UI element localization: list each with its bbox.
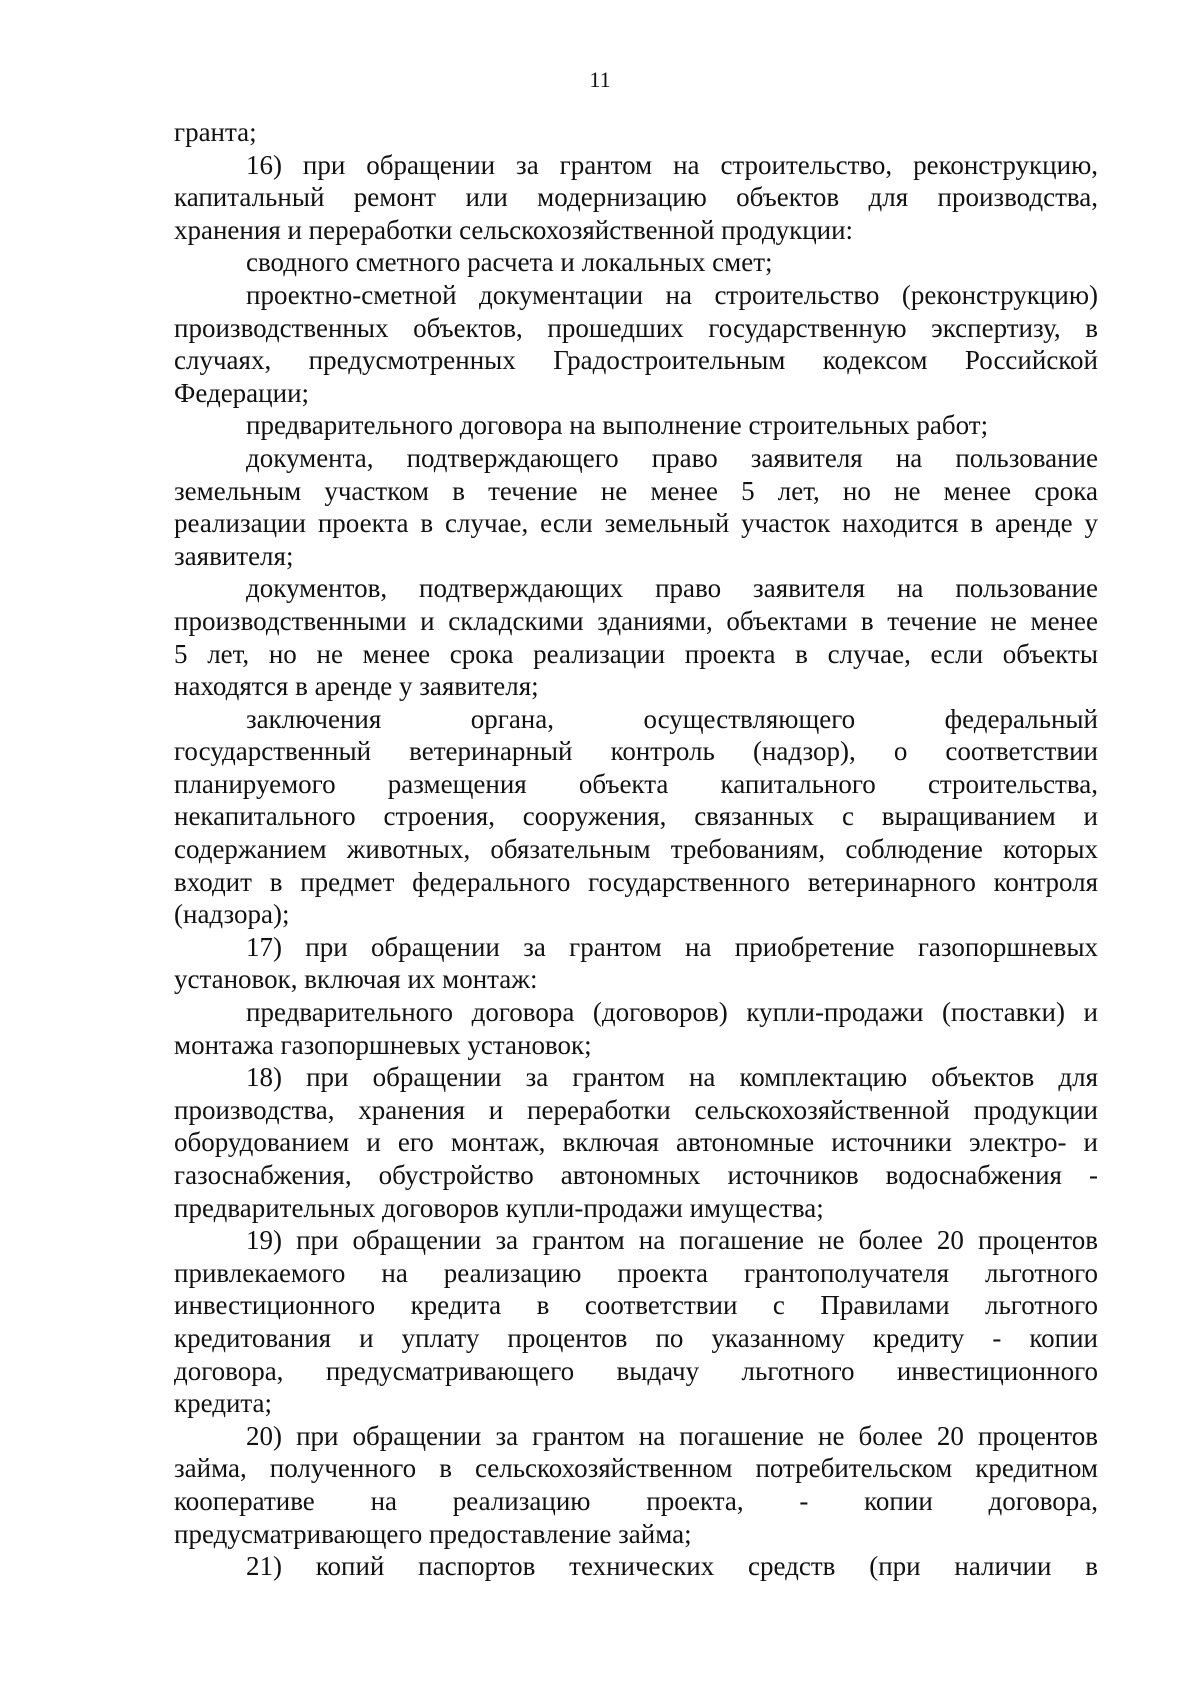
text-line: производства, хранения и переработки сельскохозяйственной продукции (174, 1094, 1098, 1125)
text-line: предварительного договора на выполнение строительных работ; (246, 410, 989, 441)
text-line: оборудованием и его монтаж, включая автономные источники электро- и (174, 1127, 1098, 1158)
text-line: планируемого размещения объекта капитального строительства, (174, 768, 1098, 799)
text-line: (надзора); (174, 899, 290, 930)
text-line: входит в предмет федерального государственного ветеринарного контроля (174, 866, 1098, 897)
text-line: реализации проекта в случае, если земельный участок находится в аренде у (174, 508, 1098, 539)
text-line: документа, подтверждающего право заявителя на пользование (246, 442, 1098, 473)
text-line: заявителя; (174, 540, 294, 571)
text-line: монтажа газопоршневых установок; (174, 1029, 592, 1060)
text-line: некапитального строения, сооружения, связанных с выращиванием и (174, 801, 1098, 832)
text-line: земельным участком в течение не менее 5 лет, но не менее срока (174, 475, 1098, 506)
text-line: хранения и переработки сельскохозяйственной продукции: (174, 214, 854, 245)
text-line: инвестиционного кредита в соответствии с Правилами льготного (174, 1290, 1098, 1321)
text-line: привлекаемого на реализацию проекта грантополучателя льготного (174, 1257, 1098, 1288)
text-line: сводного сметного расчета и локальных смет; (246, 247, 773, 278)
text-line: случаях, предусмотренных Градостроительным кодексом Российской (174, 345, 1098, 376)
text-line: кредитования и уплату процентов по указанному кредиту - копии (174, 1322, 1098, 1353)
text-line: заключения органа, осуществляющего федеральный (246, 703, 1098, 734)
text-line: договора, предусматривающего выдачу льготного инвестиционного (174, 1355, 1098, 1386)
text-line: 20) при обращении за грантом на погашение не более 20 процентов (246, 1420, 1098, 1451)
text-line: государственный ветеринарный контроль (надзор), о соответствии (174, 736, 1098, 767)
text-line: 19) при обращении за грантом на погашение не более 20 процентов (246, 1225, 1098, 1256)
text-line: 16) при обращении за грантом на строительство, реконструкцию, (246, 149, 1098, 180)
text-line: предусматривающего предоставление займа; (174, 1518, 692, 1549)
text-line: займа, полученного в сельскохозяйственном потребительском кредитном (174, 1453, 1098, 1484)
text-line: 5 лет, но не менее срока реализации проекта в случае, если объекты (174, 638, 1098, 669)
text-line: кредита; (174, 1388, 273, 1419)
text-line: предварительных договоров купли-продажи имущества; (174, 1192, 824, 1223)
text-line: 21) копий паспортов технических средств (при наличии в (246, 1551, 1098, 1582)
text-line: гранта; (174, 117, 257, 147)
text-line: производственных объектов, прошедших государственную экспертизу, в (174, 312, 1098, 343)
text-line: производственными и складскими зданиями, объектами в течение не менее (174, 605, 1098, 636)
text-line: установок, включая их монтаж: (174, 964, 538, 995)
text-line: предварительного договора (договоров) купли-продажи (поставки) и (246, 997, 1098, 1028)
text-line: 17) при обращении за грантом на приобретение газопоршневых (246, 931, 1098, 962)
text-line: содержанием животных, обязательным требованиям, соблюдение которых (174, 834, 1098, 865)
text-line: Федерации; (174, 377, 310, 408)
text-line: 18) при обращении за грантом на комплектацию объектов для (246, 1062, 1098, 1093)
text-line: документов, подтверждающих право заявителя на пользование (246, 573, 1098, 604)
text-line: находятся в аренде у заявителя; (174, 671, 539, 702)
page-number: 11 (589, 67, 611, 92)
text-line: проектно-сметной документации на строительство (реконструкцию) (246, 279, 1098, 310)
document-body (174, 116, 1098, 1583)
text-line: кооперативе на реализацию проекта, - копии договора, (174, 1485, 1098, 1516)
text-line: капитальный ремонт или модернизацию объектов для производства, (174, 182, 1098, 213)
text-line: газоснабжения, обустройство автономных источников водоснабжения - (174, 1160, 1098, 1190)
